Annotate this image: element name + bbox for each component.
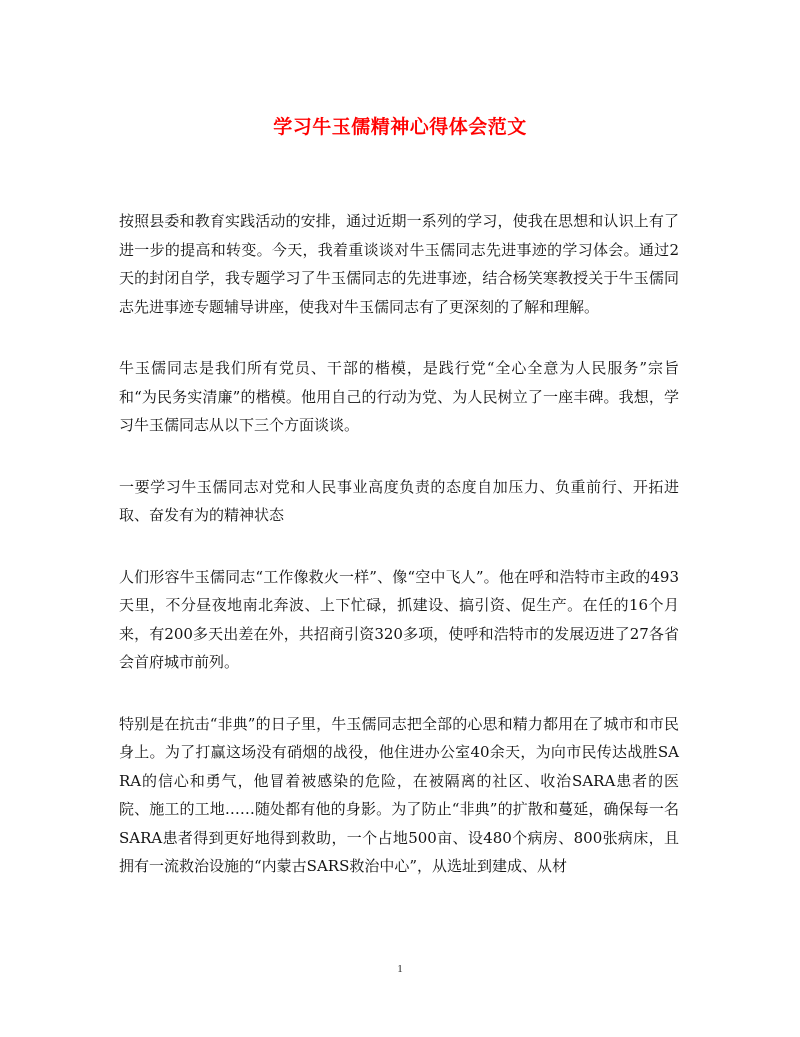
paragraph-intro: 按照县委和教育实践活动的安排，通过近期一系列的学习，使我在思想和认识上有了进一步的提高和转变。今天，我着重谈谈对牛玉儒同志先进事迹的学习体会。通过2天的封闭自学，我专题学习了牛玉儒同志的先进事迹，结合杨笑寒教授关于牛玉儒同志先进事迹专题辅导讲座，使我对牛玉儒同志有了更深刻的了解和理解。 [119, 212, 679, 316]
document-title: 学习牛玉儒精神心得体会范文 [273, 116, 527, 138]
page-number: 1 [397, 963, 403, 975]
paragraph-sars-fight: 特别是在抗击“非典”的日子里，牛玉儒同志把全部的心思和精力都用在了城市和市民身上。为了打赢这场没有硝烟的战役，他住进办公室40余天，为向市民传达战胜SARA的信心和勇气，他冒着被感染的危险，在被隔离的社区、收治SARA患者的医院、施工的工地……随处都有他的身影。为了防止“非典”的扩散和蔓延，确保每一名SARA患者得到更好地得到救助，一个占地500亩、设480个病房、800张病床，且拥有一流救治设施的“内蒙古SARS救治中心”，从选址到建成、从材 [119, 714, 679, 875]
document-body [119, 207, 679, 914]
paragraph-section-heading-1: 一要学习牛玉儒同志对党和人民事业高度负责的态度自加压力、负重前行、开拓进取、奋发有为的精神状态 [119, 477, 679, 524]
paragraph-work-style: 人们形容牛玉儒同志“工作像救火一样”、像“空中飞人”。他在呼和浩特市主政的493天里，不分昼夜地南北奔波、上下忙碌，抓建设、搞引资、促生产。在任的16个月来，有200多天出差在外，共招商引资320多项，使呼和浩特市的发展迈进了27各省会首府城市前列。 [119, 567, 679, 671]
paragraph-role-model: 牛玉儒同志是我们所有党员、干部的楷模，是践行党“全心全意为人民服务”宗旨和“为民务实清廉”的楷模。他用自己的行动为党、为人民树立了一座丰碑。我想，学习牛玉儒同志从以下三个方面谈谈。 [119, 359, 679, 434]
